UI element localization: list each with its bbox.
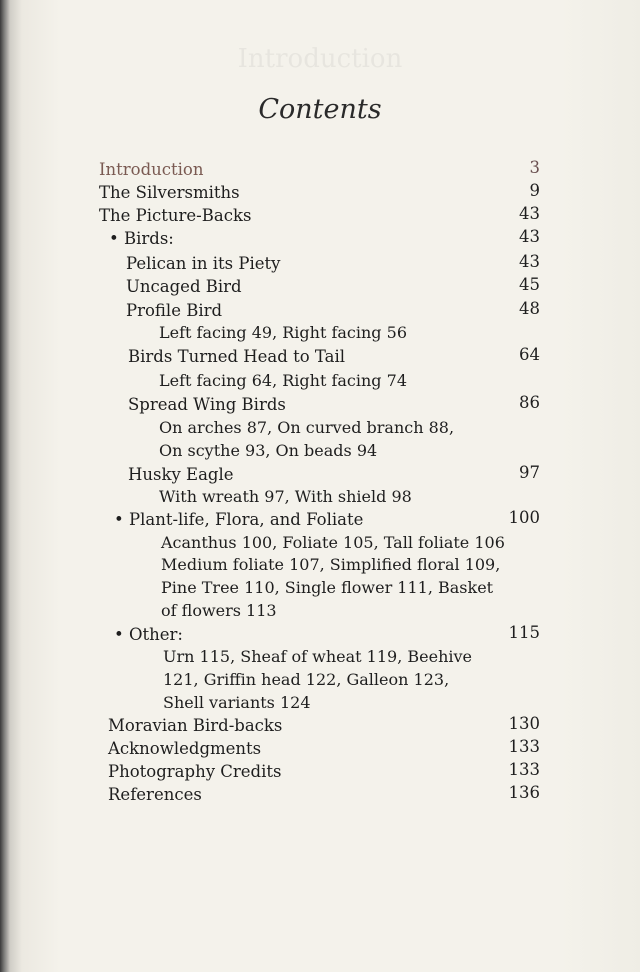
toc-entry-text: Left facing 64, Right facing 74 bbox=[159, 371, 407, 390]
toc-entry-text: Urn 115, Sheaf of wheat 119, Beehive bbox=[163, 647, 473, 666]
toc-entry-page: 130 bbox=[508, 714, 540, 733]
toc-entry-page: 45 bbox=[519, 275, 540, 294]
toc-entry-text: Left facing 49, Right facing 56 bbox=[159, 323, 407, 342]
toc-entry-text: Introduction bbox=[99, 160, 204, 179]
toc-entry-page: 9 bbox=[529, 181, 540, 200]
toc-entry-page: 43 bbox=[519, 204, 540, 223]
toc-entry-text: Uncaged Bird bbox=[126, 277, 242, 296]
toc-entry-text: Moravian Bird-backs bbox=[108, 716, 283, 735]
toc-entry-text: Husky Eagle bbox=[128, 465, 234, 484]
toc-entry-text: Photography Credits bbox=[108, 762, 282, 781]
toc-entry-text: • Other: bbox=[114, 625, 183, 644]
toc-entry-text: 121, Griffin head 122, Galleon 123, bbox=[163, 670, 450, 689]
toc-entry-page: 43 bbox=[519, 227, 540, 246]
toc-entry-text: Pine Tree 110, Single flower 111, Basket bbox=[161, 578, 494, 597]
toc-entry-text: Profile Bird bbox=[126, 301, 223, 320]
toc-entry-page: 133 bbox=[508, 760, 540, 779]
toc-entry-text: On arches 87, On curved branch 88, bbox=[159, 418, 455, 437]
toc-entry-page: 97 bbox=[519, 463, 540, 482]
toc-entry-text: Medium foliate 107, Simplified floral 109, bbox=[161, 555, 501, 574]
toc-entry-page: 43 bbox=[519, 252, 540, 271]
toc-entry-text: References bbox=[108, 785, 202, 804]
toc-entry-text: Pelican in its Piety bbox=[126, 254, 281, 273]
toc-entry-text: With wreath 97, With shield 98 bbox=[159, 487, 412, 506]
toc-entry-text: The Picture-Backs bbox=[99, 206, 252, 225]
toc-entry-page: 3 bbox=[529, 158, 540, 177]
bleed-through-heading: Introduction bbox=[237, 44, 403, 74]
toc-entry-page: 86 bbox=[519, 393, 540, 412]
toc-entry-text: • Plant-life, Flora, and Foliate bbox=[114, 510, 364, 529]
toc-entry-text: Acanthus 100, Foliate 105, Tall foliate 106 bbox=[161, 533, 505, 552]
toc-entry-text: Shell variants 124 bbox=[163, 693, 311, 712]
toc-entry-text: Birds Turned Head to Tail bbox=[128, 347, 346, 366]
toc-entry-text: Acknowledgments bbox=[108, 739, 262, 758]
toc-entry-text: The Silversmiths bbox=[99, 183, 240, 202]
toc-entry-page: 133 bbox=[508, 737, 540, 756]
toc-entry-page: 48 bbox=[519, 299, 540, 318]
toc-entry-text: On scythe 93, On beads 94 bbox=[159, 441, 378, 460]
toc-entry-page: 100 bbox=[508, 508, 540, 527]
page-title: Contents bbox=[258, 94, 382, 125]
toc-entry-text: • Birds: bbox=[109, 229, 174, 248]
toc-entry-page: 115 bbox=[508, 623, 540, 642]
toc-entry-page: 136 bbox=[508, 783, 540, 802]
toc-entry-text: of flowers 113 bbox=[161, 601, 277, 620]
toc-entry-page: 64 bbox=[519, 345, 540, 364]
toc-entry-text: Spread Wing Birds bbox=[128, 395, 286, 414]
